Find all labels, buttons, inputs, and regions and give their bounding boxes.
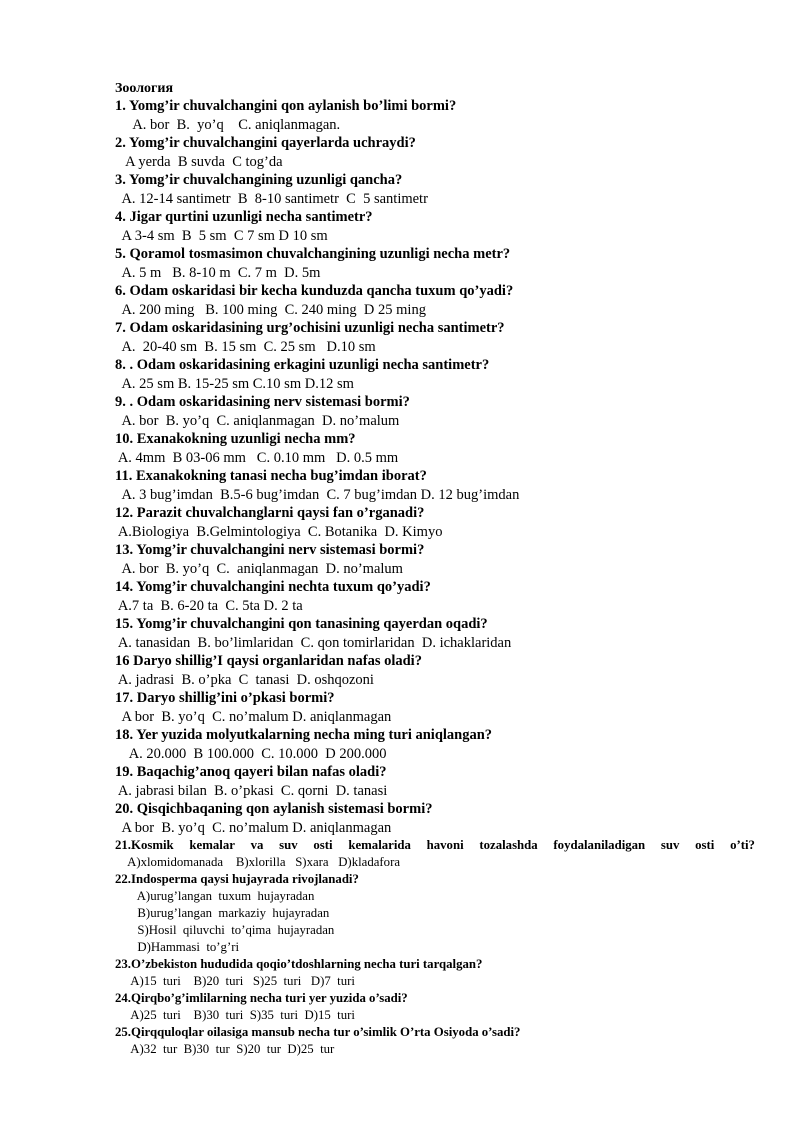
question-item xyxy=(115,134,755,171)
answer-option: A)32 tur B)30 tur S)20 tur D)25 tur xyxy=(115,1042,335,1056)
question-text: 10. Exanakokning uzunligi necha mm? xyxy=(115,431,356,447)
question-item xyxy=(115,1024,755,1058)
question-item xyxy=(115,578,755,615)
question-21-word: havoni xyxy=(426,838,464,852)
answer-options: A. 4mm B 03-06 mm C. 0.10 mm D. 0.5 mm xyxy=(115,449,399,466)
answer-options: A. 20-40 sm B. 15 sm C. 25 sm D.10 sm xyxy=(115,338,376,355)
question-text: 8. . Odam oskaridasining erkagini uzunligi necha santimetr? xyxy=(115,357,490,373)
question-item xyxy=(115,541,755,578)
answer-option: D)Hammasi to’g’ri xyxy=(115,940,240,954)
question-item xyxy=(115,319,755,356)
question-text: 14. Yomg’ir chuvalchangini nechta tuxum qo’yadi? xyxy=(115,579,431,595)
question-21-answers: A)xlomidomanada B)xlorilla S)xara D)kladafora xyxy=(115,855,401,869)
answer-option: S)Hosil qiluvchi to’qima hujayradan xyxy=(115,923,335,937)
question-text: 11. Exanakokning tanasi necha bug’imdan iborat? xyxy=(115,468,427,484)
question-text: 12. Parazit chuvalchanglarni qaysi fan o’rganadi? xyxy=(115,505,425,521)
question-item xyxy=(115,800,755,837)
question-text: 6. Odam oskaridasi bir kecha kunduzda qancha tuxum qo’yadi? xyxy=(115,283,514,299)
answer-options: A.7 ta B. 6-20 ta C. 5ta D. 2 ta xyxy=(115,597,303,614)
answer-options: A bor B. yo’q C. no’malum D. aniqlanmagan xyxy=(115,819,392,836)
question-text: 3. Yomg’ir chuvalchangining uzunligi qancha? xyxy=(115,172,403,188)
question-21-word: foydalaniladigan xyxy=(553,838,646,852)
question-text: 17. Daryo shillig’ini o’pkasi bormi? xyxy=(115,690,335,706)
question-text: 9. . Odam oskaridasining nerv sistemasi bormi? xyxy=(115,394,410,410)
question-item xyxy=(115,430,755,467)
question-21-word: 21.Kosmik xyxy=(115,838,174,852)
answer-options: A. jabrasi bilan B. o’pkasi C. qorni D. tanasi xyxy=(115,782,388,799)
answer-options: A. bor B. yo’q C. aniqlanmagan D. no’malum xyxy=(115,412,400,429)
question-item xyxy=(115,990,755,1024)
answer-options: A. jadrasi B. o’pka C tanasi D. oshqozoni xyxy=(115,671,374,688)
question-text: 24.Qirqbo’g’imlilarning necha turi yer yuzida o’sadi? xyxy=(115,991,408,1005)
question-item xyxy=(115,393,755,430)
question-21-word: o’ti? xyxy=(730,838,755,852)
question-21-text xyxy=(115,837,755,854)
answer-options: A bor B. yo’q C. no’malum D. aniqlanmagan xyxy=(115,708,392,725)
question-item xyxy=(115,763,755,800)
question-text: 5. Qoramol tosmasimon chuvalchangining uzunligi necha metr? xyxy=(115,246,511,262)
question-item xyxy=(115,689,755,726)
answer-options: A. bor B. yo’q C. aniqlanmagan. xyxy=(115,116,341,133)
question-text: 23.O’zbekiston hududida qoqio’tdoshlarning necha turi tarqalgan? xyxy=(115,957,483,971)
question-text: 18. Yer yuzida molyutkalarning necha ming turi aniqlangan? xyxy=(115,727,493,743)
answer-option: B)urug’langan markaziy hujayradan xyxy=(115,906,330,920)
question-text: 19. Baqachig’anoq qayeri bilan nafas oladi? xyxy=(115,764,387,780)
question-item xyxy=(115,356,755,393)
question-item xyxy=(115,245,755,282)
question-item xyxy=(115,652,755,689)
question-item xyxy=(115,726,755,763)
question-21-word: osti xyxy=(313,838,333,852)
question-list-large xyxy=(115,97,755,837)
question-21-word: tozalashda xyxy=(479,838,538,852)
answer-options: A. 25 sm B. 15-25 sm C.10 sm D.12 sm xyxy=(115,375,354,392)
question-text: 2. Yomg’ir chuvalchangini qayerlarda uchraydi? xyxy=(115,135,416,151)
question-21-word: suv xyxy=(279,838,298,852)
question-item xyxy=(115,467,755,504)
question-text: 13. Yomg’ir chuvalchangini nerv sistemasi bormi? xyxy=(115,542,425,558)
document-title: Зоология xyxy=(115,81,174,96)
answer-options: A. tanasidan B. bo’limlaridan C. qon tomirlaridan D. ichaklaridan xyxy=(115,634,512,651)
answer-options: A. 3 bug’imdan B.5-6 bug’imdan C. 7 bug’imdan D. 12 bug’imdan xyxy=(115,486,520,503)
question-text: 25.Qirqquloqlar oilasiga mansub necha tur o’simlik O’rta Osiyoda o’sadi? xyxy=(115,1025,521,1039)
question-text: 15. Yomg’ir chuvalchangini qon tanasining qayerdan oqadi? xyxy=(115,616,488,632)
question-21-word: kemalarida xyxy=(348,838,411,852)
question-item xyxy=(115,208,755,245)
question-21-word: va xyxy=(250,838,264,852)
question-21-word: suv xyxy=(660,838,680,852)
question-text: 4. Jigar qurtini uzunligi necha santimetr? xyxy=(115,209,373,225)
answer-options: A 3-4 sm B 5 sm C 7 sm D 10 sm xyxy=(115,227,328,244)
answer-options: A. 12-14 santimetr B 8-10 santimetr C 5 santimetr xyxy=(115,190,428,207)
question-21-word: osti xyxy=(695,838,715,852)
question-item xyxy=(115,871,755,956)
question-text: 16 Daryo shillig’I qaysi organlaridan nafas oladi? xyxy=(115,653,422,669)
question-item xyxy=(115,615,755,652)
quiz-document xyxy=(115,80,755,1058)
answer-options: A. 20.000 B 100.000 C. 10.000 D 200.000 xyxy=(115,745,387,762)
answer-options: A. bor B. yo’q C. aniqlanmagan D. no’malum xyxy=(115,560,403,577)
question-list-small xyxy=(115,871,755,1058)
question-item xyxy=(115,171,755,208)
answer-option: A)25 turi B)30 turi S)35 turi D)15 turi xyxy=(115,1008,355,1022)
question-text: 7. Odam oskaridasining urg’ochisini uzunligi necha santimetr? xyxy=(115,320,505,336)
question-21-word: kemalar xyxy=(189,838,235,852)
question-item xyxy=(115,956,755,990)
question-item xyxy=(115,97,755,134)
answer-options: A.Biologiya B.Gelmintologiya C. Botanika D. Kimyo xyxy=(115,523,443,540)
question-text: 1. Yomg’ir chuvalchangini qon aylanish bo’limi bormi? xyxy=(115,98,457,114)
answer-option: A)15 turi B)20 turi S)25 turi D)7 turi xyxy=(115,974,355,988)
question-21 xyxy=(115,837,755,871)
question-item xyxy=(115,504,755,541)
answer-option: A)urug’langan tuxum hujayradan xyxy=(115,889,315,903)
answer-options: A. 200 ming B. 100 ming C. 240 ming D 25 ming xyxy=(115,301,426,318)
question-item xyxy=(115,282,755,319)
answer-options: A. 5 m B. 8-10 m C. 7 m D. 5m xyxy=(115,264,321,281)
question-text: 22.Indosperma qaysi hujayrada rivojlanadi? xyxy=(115,872,359,886)
question-text: 20. Qisqichbaqaning qon aylanish sistemasi bormi? xyxy=(115,801,433,817)
answer-options: A yerda B suvda C tog’da xyxy=(115,153,283,170)
